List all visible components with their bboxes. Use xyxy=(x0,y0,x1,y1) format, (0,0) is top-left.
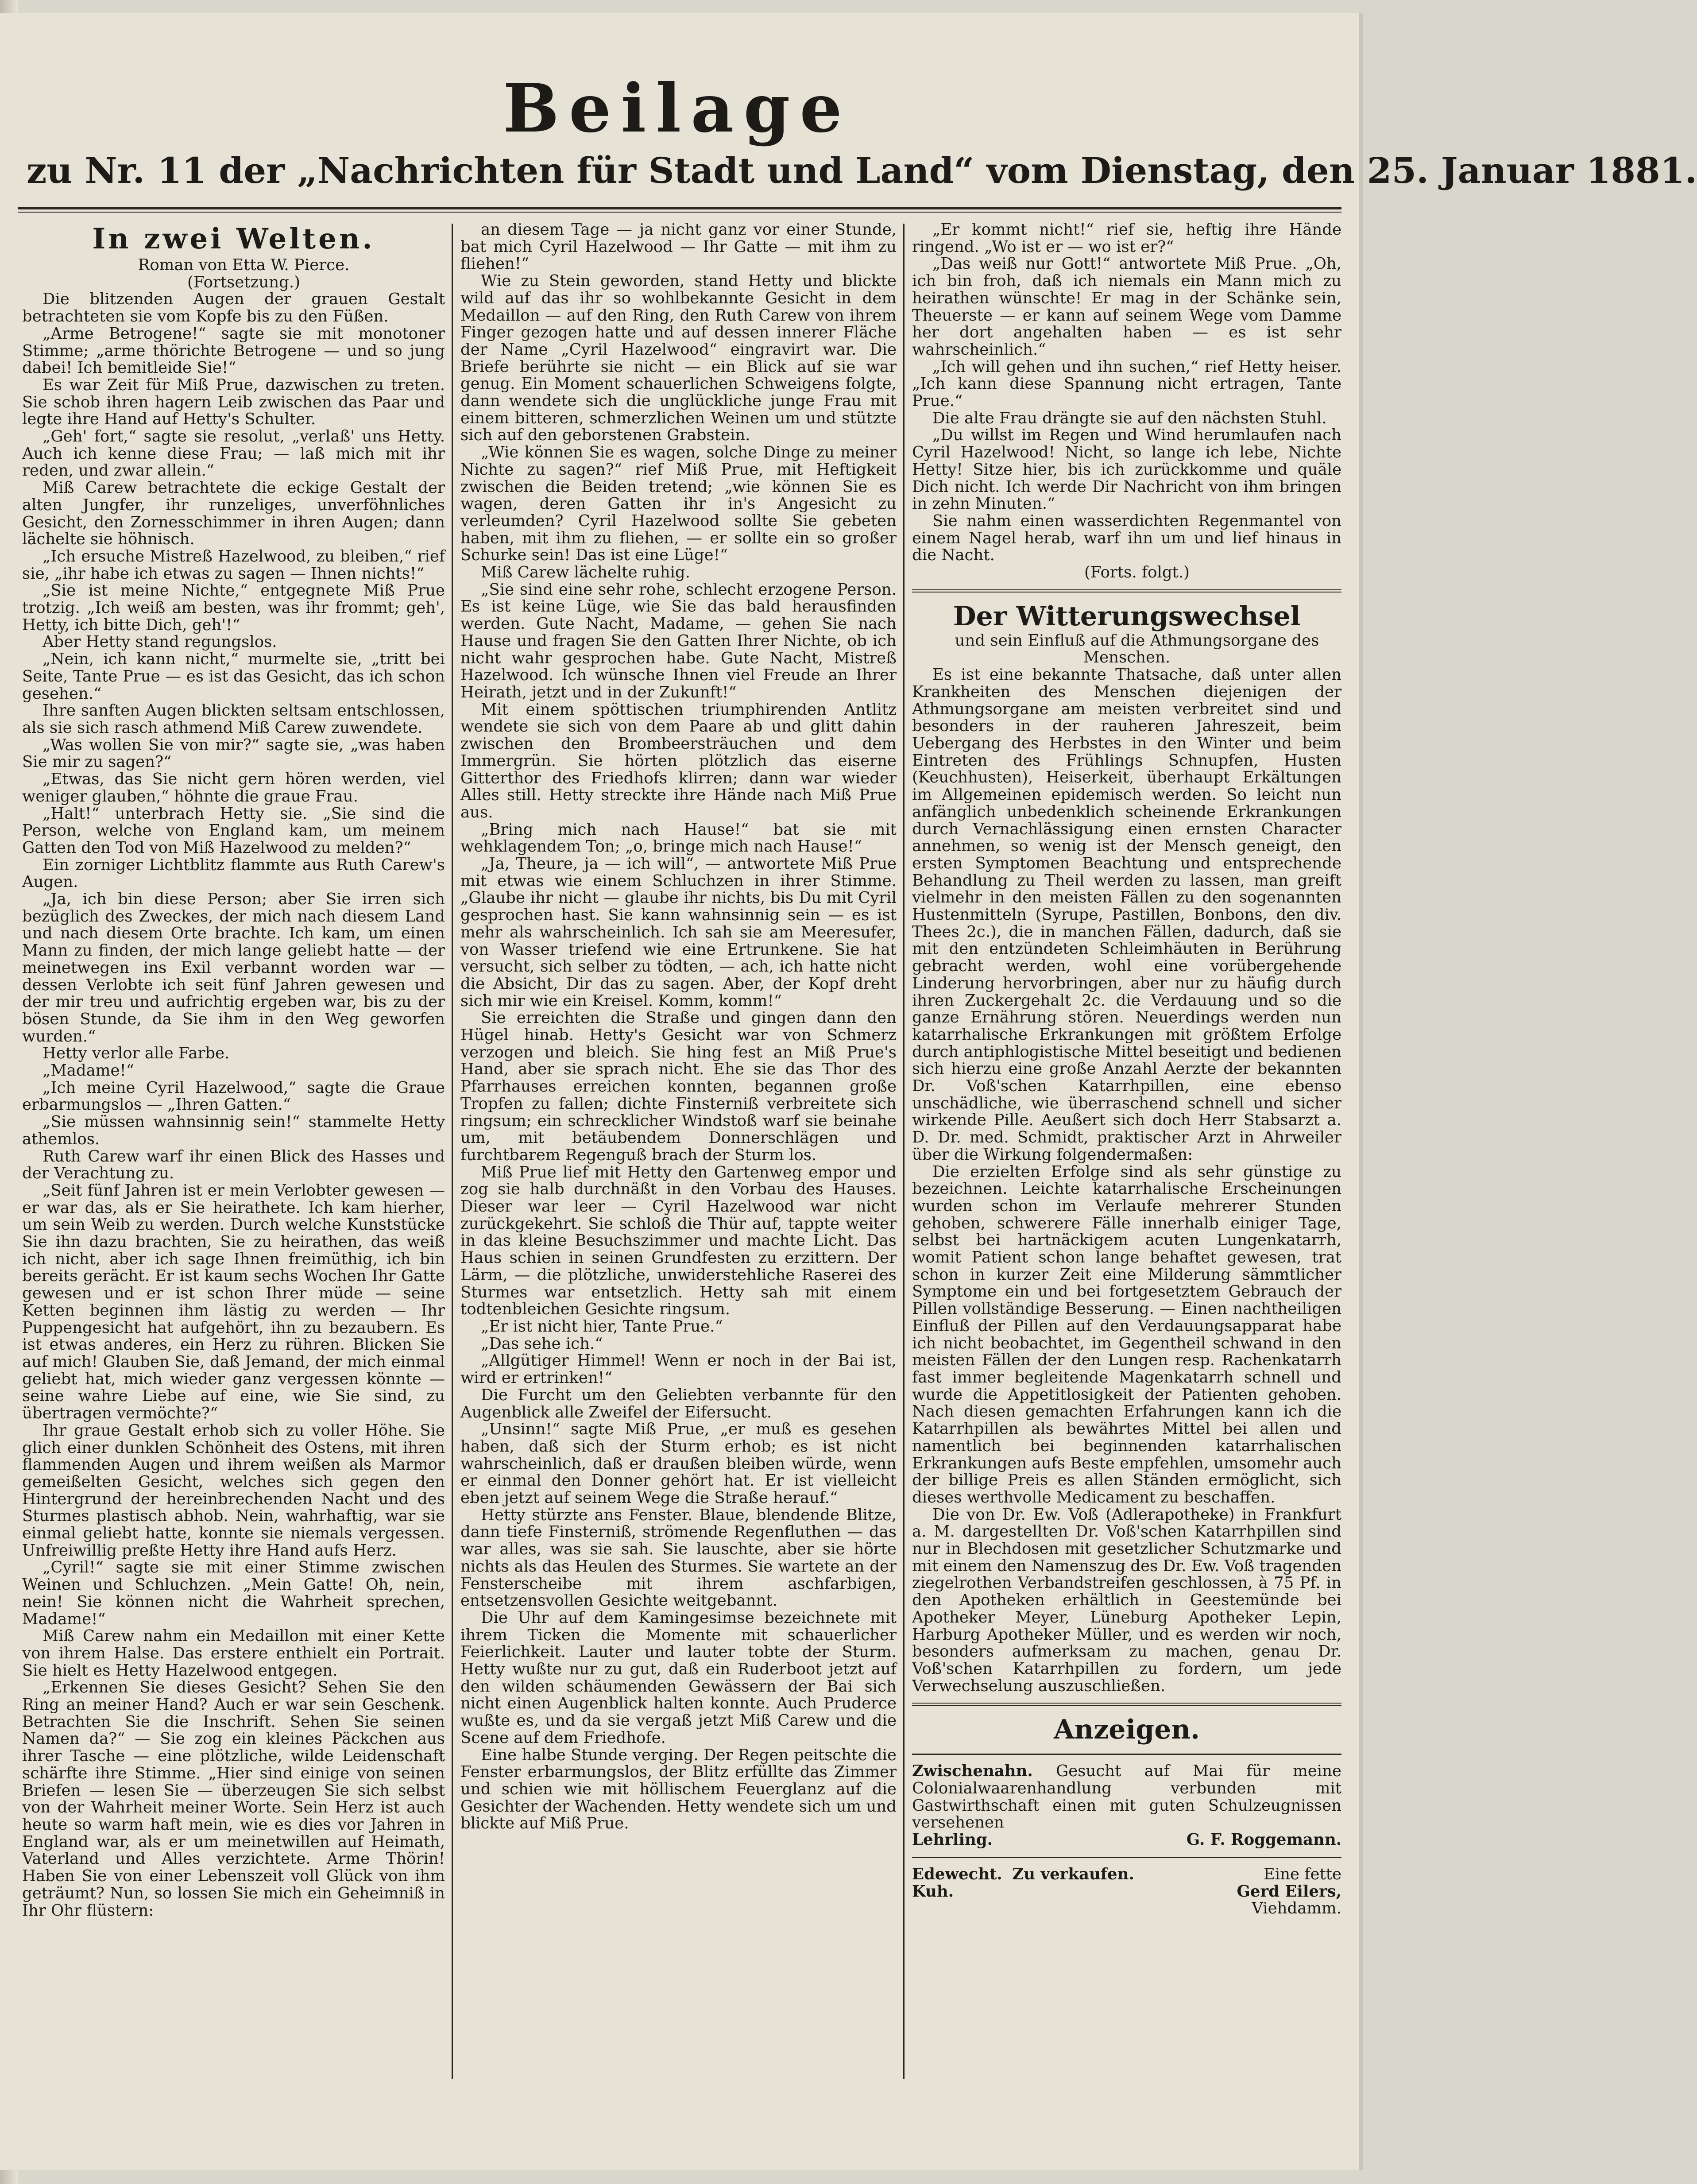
ad2-item: Kuh. xyxy=(912,1882,954,1901)
novel-continued-note: (Fortsetzung.) xyxy=(187,273,300,291)
novel-paragraph-col3-4: Die alte Frau drängte sie auf den nächsten Stuhl. xyxy=(932,409,1327,427)
novel-paragraph-col2-15: „Unsinn!“ sagte Miß Prue, „er muß es gesehen haben, daß sich der Sturm erhob; es ist nicht wahrscheinlich, daß er draußen bleiben würde, wenn er einmal den Donner gehört hat. Er ist vielleicht eben jetzt auf seinem Wege die Straße herauf.“ xyxy=(460,1420,897,1507)
ad-lehrling xyxy=(912,1763,1341,1832)
novel-paragraph-col2-17: Die Uhr auf dem Kamingesimse bezeichnete mit ihrem Ticken die Momente mit schauerlicher Feierlichkeit. Lauter und lauter tobte der Sturm. Hetty wußte nur zu gut, daß ein Ruderboot jetzt auf den wilden schäumenden Gewässern der Bai sich nicht einen Augenblick halten konnte. Auch Pruderce wußte es, und da sie vergaß jetzt Miß Carew und die Scene auf dem Friedhofe. xyxy=(460,1608,897,1747)
novel-paragraph-col1-16: Hetty verlor alle Farbe. xyxy=(43,1044,230,1063)
novel-paragraph-col1-5: Miß Carew betrachtete die eckige Gestalt der alten Jungfer, ihr runzeliges, unverföhnliches Gesicht, den Zornesschimmer in ihren Augen; dann lächelte sie höhnisch. xyxy=(22,479,445,549)
novel-paragraph-col1-10: Ihre sanften Augen blickten seltsam entschlossen, als sie sich rasch athmend Miß Carew zuwendete. xyxy=(22,701,445,737)
novel-paragraph-col2-3: „Wie können Sie es wagen, solche Dinge zu meiner Nichte zu sagen?“ rief Miß Prue, mit Heftigkeit zwischen die Beiden tretend; „wie können Sie es wagen, deren Gatten ihr in's Angesicht zu verleumden? Cyril Hazelwood sollte Sie gebeten haben, mit ihm zu fliehen, — er sollte ein so großer Schurke sein! Das ist eine Lüge!“ xyxy=(460,443,897,565)
masthead-rule-top xyxy=(18,207,1341,209)
novel-closing-note: (Forts. folgt.) xyxy=(1084,563,1190,582)
weather-article-title: Der Witterungswechsel xyxy=(953,600,1301,632)
novel-paragraph-col1-21: „Seit fünf Jahren ist er mein Verlobter gewesen — er war das, als er Sie heirathete. Ich kam hierher, um sein Weib zu werden. Durch welche Kunststücke Sie ihn dazu brachten, Sie zu heirathen, das weiß ich nicht, aber ich sage Ihnen freimüthig, ich bin bereits gerächt. Er ist kaum sechs Wochen Ihr Gatte gewesen und er ist schon Ihrer müde — seine Ketten beginnen ihm lästig zu werden — Ihr Puppengesicht hat aufgehört, ihn zu bezaubern. Es ist etwas anderes, ein Herz zu rühren. Blicken Sie auf mich! Glauben Sie, daß Jemand, der mich einmal geliebt hat, mich wieder ganz vergessen könnte — seine wahre Liebe auf eine, wie Sie sind, zu übertragen vermöchte?“ xyxy=(22,1181,445,1423)
novel-paragraph-col1-22: Ihr graue Gestalt erhob sich zu voller Höhe. Sie glich einer dunklen Schönheit des Ostens, mit ihren flammenden Augen und ihrem weißen als Marmor gemeißelten Gesicht, welches sich gegen den Hintergrund der hereinbrechenden Nacht und des Sturmes plastisch abhob. Nein, wahrhaftig, war sie einmal geliebt hatte, konnte sie niemals vergessen. Unfreiwillig preßte Hetty ihre Hand aufs Herz. xyxy=(22,1421,445,1560)
ad1-text: Gesucht auf Mai für meine Colonialwaarenhandlung verbunden mit Gastwirthschaft einen mit guten Schulzeugnissen versehenen xyxy=(912,1762,1341,1832)
section-rule xyxy=(912,589,1341,592)
novel-paragraph-col2-14: Die Furcht um den Geliebten verbannte für den Augenblick alle Zweifel der Eifersucht. xyxy=(460,1386,897,1421)
novel-paragraph-col1-14: Ein zorniger Lichtblitz flammte aus Ruth Carew's Augen. xyxy=(22,856,445,891)
novel-paragraph-col1-1: Die blitzenden Augen der grauen Gestalt betrachteten sie vom Kopfe bis zu den Füßen. xyxy=(22,290,445,326)
novel-paragraph-col1-12: „Etwas, das Sie nicht gern hören werden, viel weniger glauben,“ höhnte die graue Frau. xyxy=(22,770,445,805)
novel-body-part2 xyxy=(460,221,897,1832)
novel-paragraph-col3-1: „Er kommt nicht!“ rief sie, heftig ihre Hände ringend. „Wo ist er — wo ist er?“ xyxy=(912,221,1341,256)
novel-paragraph-col1-13: „Halt!“ unterbrach Hetty sie. „Sie sind die Person, welche von England kam, um meinem Gatten den Tod von Miß Hazelwood zu melden?“ xyxy=(22,804,445,857)
novel-paragraph-col2-2: Wie zu Stein geworden, stand Hetty und blickte wild auf das ihr so wohlbekannte Gesicht in dem Medaillon — auf den Ring, den Ruth Carew von ihrem Finger gezogen hatte und auf dessen innerer Fläche der Name „Cyril Hazelwood“ eingravirt war. Die Briefe berührte sie nicht — ein Blick auf sie war genug. Ein Moment schauerlichen Schweigens folgte, dann wendete sich die unglückliche junge Frau mit einem bitteren, schmerzlichen Weinen um und stützte sich auf den geborstenen Grabstein. xyxy=(460,272,897,445)
masthead-rule-bottom xyxy=(18,212,1341,213)
novel-paragraph-col2-8: „Ja, Theure, ja — ich will“, — antwortete Miß Prue mit etwas wie einem Schluchzen in ihrer Stimme. „Glaube ihr nicht — glaube ihr nichts, bis Du mit Cyril gesprochen hast. Sie kann wahnsinnig sein — es ist mehr als wahrscheinlich. Ich sah sie am Meeresufer, von Wasser triefend wie eine Ertrunkene. Sie hat versucht, sich selber zu tödten, — ach, ich hatte nicht die Absicht, Dir das zu sagen. Aber, der Kopf dreht sich mir wie ein Kreisel. Komm, komm!“ xyxy=(460,855,897,1010)
column-2 xyxy=(460,221,897,2081)
novel-paragraph-col1-11: „Was wollen Sie von mir?“ sagte sie, „was haben Sie mir zu sagen?“ xyxy=(22,736,445,771)
ad2-location: Viehdamm. xyxy=(1252,1899,1341,1918)
ad2-headline: Zu verkaufen. xyxy=(1012,1865,1134,1883)
novel-paragraph-col2-1: an diesem Tage — ja nicht ganz vor einer Stunde, bat mich Cyril Hazelwood — Ihr Gatte — mit ihm zu fliehen!“ xyxy=(460,221,897,273)
novel-paragraph-col2-6: Mit einem spöttischen triumphirenden Antlitz wendete sie sich von dem Paare ab und glitt dahin zwischen den Brombeersträuchen und dem Immergrün. Sie hörten plötzlich das eiserne Gitterthor des Friedhofs klirren; dann war wieder Alles still. Hetty streckte ihre Hände nach Miß Prue aus. xyxy=(460,700,897,821)
novel-paragraph-col3-3: „Ich will gehen und ihn suchen,“ rief Hetty heiser. „Ich kann diese Spannung nicht ertragen, Tante Prue.“ xyxy=(912,357,1341,410)
weather-article-body xyxy=(912,666,1341,1695)
novel-paragraph-col2-12: „Das sehe ich.“ xyxy=(481,1334,603,1353)
novel-paragraph-col2-9: Sie erreichten die Straße und gingen dann den Hügel hinab. Hetty's Gesicht war von Schmerz verzogen und bleich. Sie hing fest an Miß Prue's Hand, aber sie sprach nicht. Ehe sie das Thor des Pfarrhauses erreichen konnten, begannen große Tropfen zu fallen; dichte Finsterniß verbreitete sich ringsum; ein schrecklicher Windstoß warf sie beinahe um, mit betäubendem Donnerschlägen und furchtbarem Regenguß brach der Sturm los. xyxy=(460,1009,897,1164)
novel-paragraph-col1-3: Es war Zeit für Miß Prue, dazwischen zu treten. Sie schob ihren hagern Leib zwischen das Paar und legte ihre Hand auf Hetty's Schulter. xyxy=(22,376,445,429)
novel-paragraph-col1-24: Miß Carew nahm ein Medaillon mit einer Kette von ihrem Halse. Das erstere enthielt ein Portrait. Sie hielt es Hetty Hazelwood entgegen. xyxy=(22,1627,445,1680)
weather-paragraph-3: Die von Dr. Ew. Voß (Adlerapotheke) in Frankfurt a. M. dargestellten Dr. Voß'schen Katarrhpillen sind nur in Blechdosen mit gesetzlicher Schutzmarke und mit einem den Namenszug des Dr. Ew. Voß tragenden ziegelrothen Verbandstreifen geschlossen, à 75 Pf. in den Apotheken erhältlich in Geestemünde bei Apotheker Meyer, Lüneburg Apotheker Lepin, Harburg Apotheker Müller, und es werden wir noch, besonders aufmerksam zu machen, genau Dr. Voß'schen Katarrhpillen zu fordern, um jede Verwechselung auszuschließen. xyxy=(912,1505,1341,1695)
novel-paragraph-col2-4: Miß Carew lächelte ruhig. xyxy=(481,563,690,582)
ad1-label: Lehrling. xyxy=(912,1831,993,1849)
ads-title: Anzeigen. xyxy=(1054,1714,1200,1746)
novel-paragraph-col1-6: „Ich ersuche Mistreß Hazelwood, zu bleiben,“ rief sie, „ihr habe ich etwas zu sagen — Ihnen nichts!“ xyxy=(22,547,445,583)
ad-separator xyxy=(912,1857,1341,1858)
novel-paragraph-col1-17: „Madame!“ xyxy=(43,1061,134,1080)
novel-byline: Roman von Etta W. Pierce. xyxy=(138,256,350,274)
weather-paragraph-1: Es ist eine bekannte Thatsache, daß unter allen Krankheiten des Menschen diejenigen der Athmungsorgane am meisten verbreitet sind und besonders in der rauheren Jahreszeit, beim Uebergang des Herbstes in den Winter und beim Eintreten des Frühlings Schnupfen, Husten (Keuchhusten), Heiserkeit, überhaupt Erkältungen im Allgemeinen epidemisch werden. So leicht nun anfänglich unbedenklich scheinende Erkrankungen durch Vernachlässigung einen ernsten Character annehmen, so wenig ist der Mensch geneigt, den ersten Symptomen Beachtung und entsprechende Behandlung zu Theil werden zu lassen, man greift vielmehr in den meisten Fällen zu den sogenannten Hustenmitteln (Syrupe, Pastillen, Bonbons, den div. Thees 2c.), die in manchen Fällen, dadurch, daß sie mit den entzündeten Schleimhäuten in Berührung gebracht werden, wohl eine vorübergehende Linderung hervorbringen, aber nur zu häufig durch ihren Zuckergehalt 2c. die Verdauung und so die ganze Ernährung stören. Neuerdings werden nun katarrhalische Erkrankungen mit größtem Erfolge durch antiphlogistische Mittel beseitigt und bedienen sich hierzu eine große Anzahl Aerzte der bekannten Dr. Voß'schen Katarrhpillen, eine ebenso unschädliche, wie überraschend schnell und sicher wirkende Pille. Aeußert sich doch Herr Stabsarzt a. D. Dr. med. Schmidt, praktischer Arzt in Ahrweiler über die Wirkung folgendermaßen: xyxy=(912,666,1341,1164)
ad2-header xyxy=(912,1866,1341,1883)
novel-paragraph-col2-13: „Allgütiger Himmel! Wenn er noch in der Bai ist, wird er ertrinken!“ xyxy=(460,1351,897,1387)
ad1-footer xyxy=(912,1832,1341,1849)
weather-paragraph-2: Die erzielten Erfolge sind als sehr günstige zu bezeichnen. Leichte katarrhalische Erscheinungen wurden schon im Verlaufe mehrerer Stunden gehoben, schwerere Fälle innerhalb einiger Tage, selbst bei hartnäckigem acuten Lungenkatarrh, womit Patient schon lange behaftet gewesen, trat schon in kurzer Zeit eine Milderung sämmtlicher Symptome ein und bei fortgesetztem Gebrauch der Pillen vollständige Besserung. — Einen nachtheiligen Einfluß der Pillen auf den Verdauungsapparat habe ich nicht beobachtet, im Gegentheil schwand in den meisten Fällen der den Lungen resp. Rachenkatarrh fast immer begleitende Magenkatarrh schnell und wurde die Appetitlosigkeit der Patienten gehoben. Nach diesen gemachten Erfahrungen kann ich die Katarrhpillen als bewährtes Mittel bei allen und namentlich bei beginnenden katarrhalischen Erkrankungen aufs Beste empfehlen, umsomehr auch der billige Preis es allen Ständen ermöglicht, sich dieses werthvolle Medicament zu beschaffen. xyxy=(912,1162,1341,1506)
novel-paragraph-col1-18: „Ich meine Cyril Hazelwood,“ sagte die Graue erbarmungslos — „Ihren Gatten.“ xyxy=(22,1078,445,1114)
novel-paragraph-col2-16: Hetty stürzte ans Fenster. Blaue, blendende Blitze, dann tiefe Finsterniß, strömende Regenfluthen — das war alles, was sie sah. Sie lauschte, aber sie hörte nichts als das Heulen des Sturmes. Sie wartete an der Fensterscheibe mit ihrem aschfarbigen, entsetzensvollen Gesichte weitgebannt. xyxy=(460,1506,897,1610)
ad2-place: Edewecht. xyxy=(912,1865,1002,1883)
novel-paragraph-col2-7: „Bring mich nach Hause!“ bat sie mit wehklagendem Ton; „o, bringe mich nach Hause!“ xyxy=(460,820,897,856)
novel-body-part3 xyxy=(912,221,1341,564)
novel-paragraph-col1-15: „Ja, ich bin diese Person; aber Sie irren sich bezüglich des Zweckes, der mich nach diesem Land und nach diesem Orte brachte. Ich kam, um einen Mann zu finden, der mich lange geliebt hatte — der meinetwegen ins Exil verbannt worden war — dessen Verlobte ich seit fünf Jahren gewesen und der mir treu und aufrichtig ergeben war, bis zu der bösen Stunde, da Sie ihm in den Weg geworfen wurden.“ xyxy=(22,890,445,1046)
ads-rule xyxy=(912,1703,1341,1706)
novel-paragraph-col3-2: „Das weiß nur Gott!“ antwortete Miß Prue. „Oh, ich bin froh, daß ich niemals ein Mann mich zu heirathen wünschte! Er mag in der Schänke sein, Theuerste — er kann auf seinem Wege vom Damme her dort angehalten haben — es ist sehr wahrscheinlich.“ xyxy=(912,255,1341,359)
novel-body-part1 xyxy=(22,291,445,1919)
ad1-signer: G. F. Roggemann. xyxy=(1186,1831,1341,1849)
ad2-text: Eine fette xyxy=(1263,1865,1341,1883)
novel-paragraph-col1-7: „Sie ist meine Nichte,“ entgegnete Miß Prue trotzig. „Ich weiß am besten, was ihr frommt; geh', Hetty, ich bitte Dich, geh'!“ xyxy=(22,581,445,634)
column-3 xyxy=(912,221,1341,2081)
ad1-place: Zwischenahn. xyxy=(912,1762,1033,1781)
novel-paragraph-col1-19: „Sie müssen wahnsinnig sein!“ stammelte Hetty athemlos. xyxy=(22,1113,445,1148)
column-divider-1 xyxy=(452,224,453,2079)
ad2-signer: Gerd Eilers, xyxy=(1237,1882,1341,1901)
supplement-title: Beilage xyxy=(503,70,852,147)
supplement-subtitle: zu Nr. 11 der „Nachrichten für Stadt und Land“ vom Dienstag, den 25. Januar 1881. xyxy=(27,150,1697,191)
column-1 xyxy=(22,221,445,2081)
novel-paragraph-col2-11: „Er ist nicht hier, Tante Prue.“ xyxy=(481,1317,723,1336)
novel-paragraph-col3-5: „Du willst im Regen und Wind herumlaufen nach Cyril Hazelwood! Nicht, so lange ich lebe, Nichte Hetty! Sitze hier, bis ich zurückkomme und quäle Dich nicht. Ich werde Dir Nachricht von ihm bringen in zehn Minuten.“ xyxy=(912,426,1341,513)
ad2-footer xyxy=(912,1883,1341,1901)
column-divider-2 xyxy=(903,224,905,2079)
novel-paragraph-col1-23: „Cyril!“ sagte sie mit einer Stimme zwischen Weinen und Schluchzen. „Mein Gatte! Oh, nein, nein! Sie können nicht die Wahrheit sprechen, Madame!“ xyxy=(22,1558,445,1628)
novel-paragraph-col1-20: Ruth Carew warf ihr einen Blick des Hasses und der Verachtung zu. xyxy=(22,1147,445,1183)
weather-article-subtitle: und sein Einfluß auf die Athmungsorgane des Menschen. xyxy=(955,631,1319,667)
novel-title: In zwei Welten. xyxy=(92,222,375,256)
novel-paragraph-col3-6: Sie nahm einen wasserdichten Regenmantel von einem Nagel herab, warf ihn um und lief hinaus in die Nacht. xyxy=(912,511,1341,565)
novel-paragraph-col1-8: Aber Hetty stand regungslos. xyxy=(43,633,277,651)
novel-paragraph-col1-4: „Geh' fort,“ sagte sie resolut, „verlaß' uns Hetty. Auch ich kenne diese Frau; — laß mich mit ihr reden, und zwar allein.“ xyxy=(22,427,445,480)
novel-paragraph-col1-9: „Nein, ich kann nicht,“ murmelte sie, „tritt bei Seite, Tante Prue — es ist das Gesicht, das ich schon gesehen.“ xyxy=(22,650,445,703)
novel-paragraph-col2-18: Eine halbe Stunde verging. Der Regen peitschte die Fenster erbarmungslos, der Blitz erfüllte das Zimmer und schien wie mit höllischem Feuerglanz auf die Gesichter der Wachenden. Hetty wendete sich um und blickte auf Miß Prue. xyxy=(460,1746,897,1833)
novel-paragraph-col1-2: „Arme Betrogene!“ sagte sie mit monotoner Stimme; „arme thörichte Betrogene — und so jung dabei! Ich bemitleide Sie!“ xyxy=(22,324,445,377)
ads-title-rule xyxy=(912,1754,1341,1755)
novel-paragraph-col1-25: „Erkennen Sie dieses Gesicht? Sehen Sie den Ring an meiner Hand? Auch er war sein Geschenk. Betrachten Sie die Inschrift. Sehen Sie seinen Namen da?“ — Sie zog ein kleines Päckchen aus ihrer Tasche — eine plötzliche, wilde Leidenschaft schärfte ihre Stimme. „Hier sind einige von seinen Briefen — lesen Sie — überzeugen Sie sich selbst von der Wahrheit meiner Worte. Sein Herz ist auch heute so warm haft mein, wie es dies vor Jahren in England war, als er um meinetwillen auf Heimath, Vaterland und Alles verzichtete. Arme Thörin! Haben Sie von einer Lebenszeit voll Glück von ihm geträumt? Nun, so lossen Sie mich ein Geheimniß in Ihr Ohr flüstern: xyxy=(22,1678,445,1920)
novel-paragraph-col2-5: „Sie sind eine sehr rohe, schlecht erzogene Person. Es ist keine Lüge, wie Sie das bald herausfinden werden. Gute Nacht, Madame, — gehen Sie nach Hause und fragen Sie den Gatten Ihrer Nichte, ob ich nicht wahr gesprochen habe. Gute Nacht, Mistreß Hazelwood. Ich wünsche Ihnen viel Freude an Ihrer Heirath, jetzt und in der Zukunft!“ xyxy=(460,580,897,701)
novel-paragraph-col2-10: Miß Prue lief mit Hetty den Gartenweg empor und zog sie halb durchnäßt in den Vorbau des Hauses. Dieser war leer — Cyril Hazelwood war nicht zurückgekehrt. Sie schloß die Thür auf, tappte weiter in das kleine Besuchszimmer und machte Licht. Das Haus schien in seinen Grundfesten zu erzittern. Der Lärm, — die plötzliche, unwiderstehliche Raserei des Sturmes war entsetzlich. Hetty sah mit einem todtenbleichen Gesichte ringsum. xyxy=(460,1163,897,1319)
